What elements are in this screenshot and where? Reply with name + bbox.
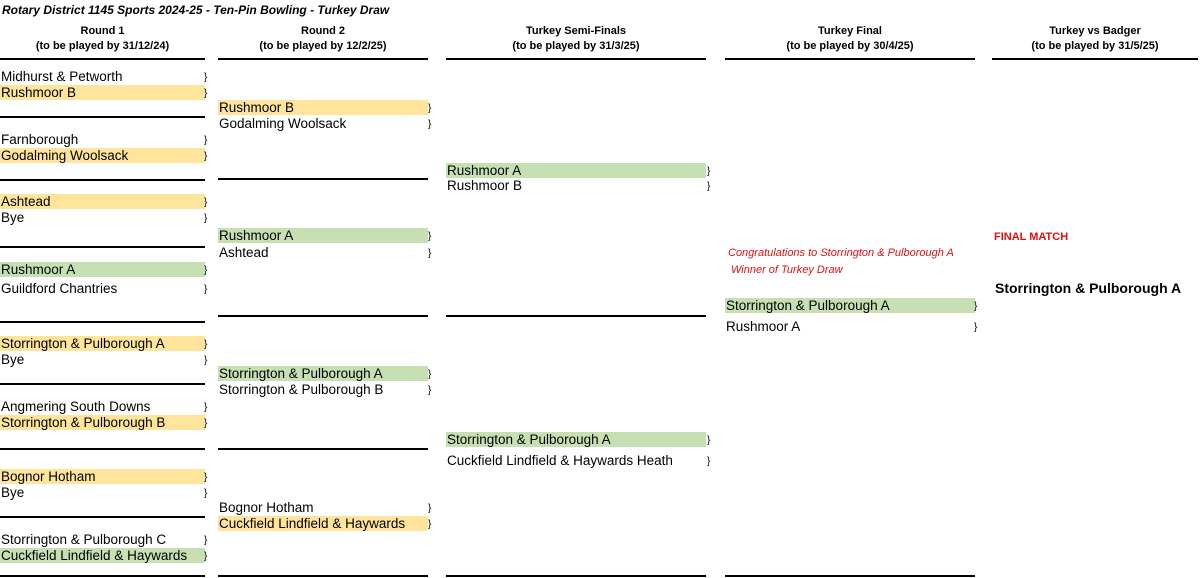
- round1-team: Storrington & Pulborough B: [0, 415, 205, 430]
- header-rule: [992, 58, 1198, 60]
- semifinal-team: Rushmoor A: [446, 163, 706, 178]
- round2-team: Cuckfield Lindfield & Haywards: [218, 516, 428, 531]
- bracket-brace: }: [428, 369, 432, 380]
- round1-team: Bye: [1, 485, 25, 500]
- bracket-brace: }: [974, 301, 978, 312]
- round2-header: [218, 24, 428, 54]
- round2-team: Rushmoor B: [218, 100, 428, 115]
- final-team: Rushmoor A: [726, 319, 801, 334]
- bracket-brace: }: [204, 339, 208, 350]
- header-rule: [446, 58, 706, 60]
- semis-header: [446, 24, 706, 54]
- bracket-rule: [0, 383, 205, 385]
- round1-team: Rushmoor B: [0, 85, 205, 100]
- semis-header-date: (to be played by 31/3/25): [512, 40, 640, 52]
- final-match-label: FINAL MATCH: [994, 231, 1069, 243]
- bracket-brace: }: [428, 103, 432, 114]
- bracket-brace: }: [428, 519, 432, 530]
- round1-team: Cuckfield Lindfield & Haywards: [0, 548, 205, 563]
- bracket-rule: [218, 575, 428, 577]
- bracket-rule: [0, 246, 205, 248]
- round1-team: Bye: [1, 352, 25, 367]
- round2-team: Storrington & Pulborough A: [218, 366, 428, 381]
- round2-team: Storrington & Pulborough B: [219, 382, 384, 397]
- header-rule: [0, 58, 205, 60]
- round2-team: Rushmoor A: [218, 228, 428, 243]
- bracket-brace: }: [204, 472, 208, 483]
- bracket-brace: }: [204, 418, 208, 429]
- round2-team: Bognor Hotham: [219, 500, 314, 515]
- round1-team: Godalming Woolsack: [0, 148, 205, 163]
- round1-team: Ashtead: [0, 194, 205, 209]
- bracket-brace: }: [428, 385, 432, 396]
- bracket-rule: [0, 179, 205, 181]
- final-header: [725, 24, 975, 54]
- bracket-rule: [0, 116, 205, 118]
- bracket-brace: }: [204, 151, 208, 162]
- semis-header-name: Turkey Semi-Finals: [525, 25, 627, 37]
- bracket-brace: }: [204, 135, 208, 146]
- bracket-brace: }: [428, 231, 432, 242]
- bracket-rule: [0, 575, 205, 577]
- bracket-brace: }: [204, 284, 208, 295]
- page-title: Rotary District 1145 Sports 2024-25 - Ten-Pin Bowling - Turkey Draw: [2, 3, 390, 17]
- bracket-brace: }: [204, 402, 208, 413]
- round2-team: Godalming Woolsack: [219, 116, 347, 131]
- header-rule: [218, 58, 428, 60]
- round1-header-name: Round 1: [80, 25, 125, 37]
- bracket-rule: [218, 178, 428, 180]
- bracket-rule: [0, 516, 205, 518]
- bracket-brace: }: [974, 322, 978, 333]
- badger-header: [992, 24, 1198, 54]
- bracket-brace: }: [204, 355, 208, 366]
- bracket-brace: }: [707, 181, 711, 192]
- congratulations-text: Congratulations to Storrington & Pulborough A: [728, 247, 954, 259]
- bracket-brace: }: [428, 503, 432, 514]
- round1-team: Midhurst & Petworth: [1, 69, 123, 84]
- round2-header-date: (to be played by 12/2/25): [259, 40, 387, 52]
- round1-team: Rushmoor A: [0, 262, 205, 277]
- bracket-brace: }: [204, 535, 208, 546]
- round1-team: Angmering South Downs: [1, 399, 151, 414]
- bracket-brace: }: [707, 435, 711, 446]
- bracket-brace: }: [204, 72, 208, 83]
- semifinal-team: Storrington & Pulborough A: [446, 432, 706, 447]
- bracket-rule: [446, 575, 706, 577]
- bracket-brace: }: [204, 88, 208, 99]
- bracket-brace: }: [204, 265, 208, 276]
- bracket-brace: }: [428, 248, 432, 259]
- winner-text: Winner of Turkey Draw: [731, 264, 843, 276]
- bracket-brace: }: [204, 488, 208, 499]
- round1-team: Storrington & Pulborough A: [0, 336, 205, 351]
- bracket-rule: [446, 315, 706, 317]
- final-header-date: (to be played by 30/4/25): [786, 40, 914, 52]
- bracket-brace: }: [204, 551, 208, 562]
- bracket-brace: }: [204, 197, 208, 208]
- bracket-brace: }: [707, 456, 711, 467]
- round1-header: [0, 24, 205, 54]
- bracket-brace: }: [204, 213, 208, 224]
- round1-team: Guildford Chantries: [1, 281, 118, 296]
- round2-team: Ashtead: [219, 245, 269, 260]
- round1-team: Storrington & Pulborough C: [1, 532, 167, 547]
- bracket-rule: [218, 315, 428, 317]
- round1-team: Bye: [1, 210, 25, 225]
- final-team: Storrington & Pulborough A: [725, 298, 975, 313]
- round2-header-name: Round 2: [301, 25, 345, 37]
- semifinal-team: Cuckfield Lindfield & Haywards Heath: [447, 453, 673, 468]
- round1-header-date: (to be played by 31/12/24): [35, 40, 170, 52]
- bracket-rule: [0, 448, 205, 450]
- bracket-rule: [218, 448, 428, 450]
- bracket-brace: }: [707, 166, 711, 177]
- header-rule: [725, 58, 975, 60]
- semifinal-team: Rushmoor B: [447, 178, 523, 193]
- round1-team: Farnborough: [1, 132, 79, 147]
- badger-header-name: Turkey vs Badger: [1049, 25, 1141, 37]
- bracket-rule: [725, 575, 975, 577]
- bracket-rule: [0, 321, 205, 323]
- round1-team: Bognor Hotham: [0, 469, 205, 484]
- bracket-brace: }: [428, 119, 432, 130]
- badger-header-date: (to be played by 31/5/25): [1031, 40, 1159, 52]
- champion-name: Storrington & Pulborough A: [995, 280, 1182, 296]
- final-header-name: Turkey Final: [818, 25, 882, 37]
